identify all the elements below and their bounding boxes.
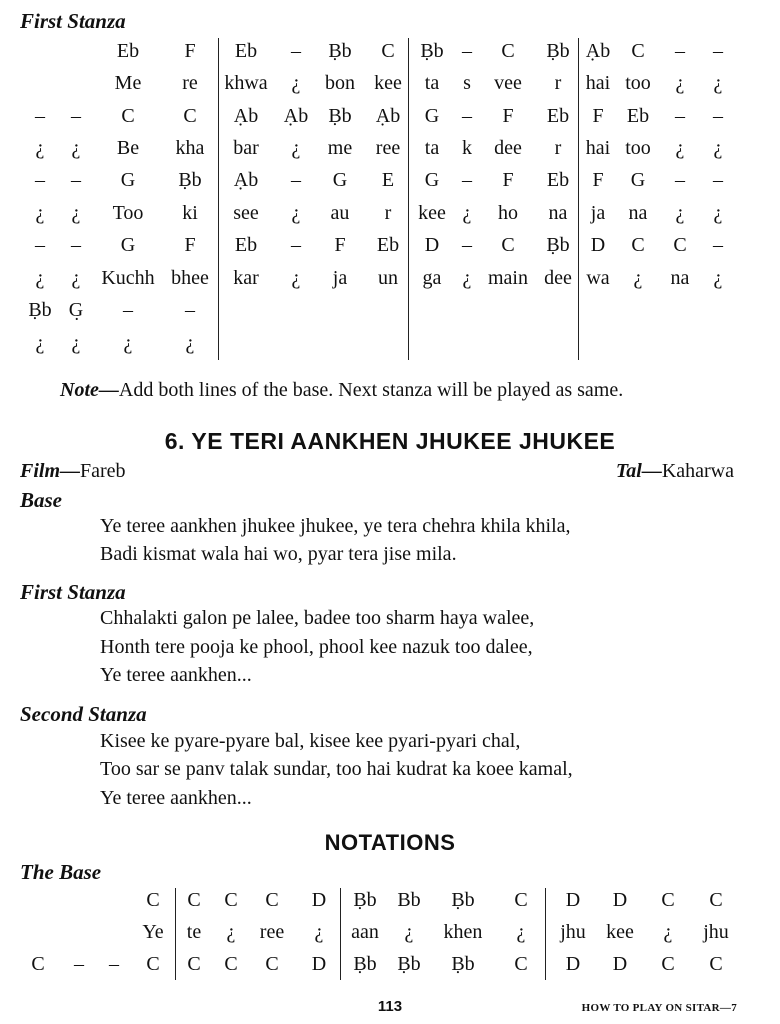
notation-cell: ¿ [675, 72, 685, 94]
tal-line [616, 460, 734, 483]
notation-cell: – [713, 234, 723, 256]
notation-cell: ¿ [71, 137, 81, 159]
notation-cell: kha [175, 137, 205, 159]
base-line-2: Badi kismat wala hai wo, pyar tera jise mila. [100, 543, 457, 565]
stanza2-label: Second Stanza [20, 702, 147, 726]
notation-cell: F [184, 234, 196, 256]
notation-cell: F [592, 105, 604, 127]
notation-cell: jhu [703, 921, 729, 943]
notation-cell: Ye [142, 921, 164, 943]
notation-cell: – [675, 40, 685, 62]
notation-cell: G [424, 105, 440, 127]
notation-cell: C [661, 889, 675, 911]
notation-cell: D [612, 889, 628, 911]
notation-cell: C [673, 234, 687, 256]
note-text: Add both lines of the base. Next stanza will be played as same. [118, 379, 624, 401]
notation-cell: bhee [171, 267, 209, 289]
notation-cell: ¿ [713, 72, 723, 94]
notation-cell: – [71, 234, 81, 256]
notation-cell: Kuchh [101, 267, 155, 289]
notation-cell: – [35, 105, 45, 127]
notation-cell: Eb [376, 234, 400, 256]
notation-cell: r [554, 137, 562, 159]
notation-cell: ki [182, 202, 198, 224]
notation-cell: me [327, 137, 353, 159]
notation-cell: – [713, 169, 723, 191]
notation-cell: kee [374, 72, 402, 94]
notation-cell: ¿ [35, 267, 45, 289]
notation-cell: ¿ [291, 137, 301, 159]
notation-cell: F [334, 234, 346, 256]
notation-cell: re [182, 72, 198, 94]
notation-cell: vee [494, 72, 522, 94]
notation-cell: – [462, 40, 472, 62]
note-label: Note— [60, 379, 119, 401]
stanza2-line-2: Too sar se panv talak sundar, too hai kudrat ka koee kamal, [100, 758, 573, 780]
notation-cell: ¿ [633, 267, 643, 289]
notation-cell: dee [544, 267, 572, 289]
notation-cell: G [120, 234, 136, 256]
notation-cell: D [311, 889, 327, 911]
notation-cell: au [330, 202, 350, 224]
notation-cell: F [184, 40, 196, 62]
notation-cell: khwa [224, 72, 268, 94]
notation-cell: ¿ [314, 921, 324, 943]
notation-cell: Ạb [375, 105, 401, 127]
notation-cell: ¿ [123, 332, 133, 354]
notation-cell: D [612, 953, 628, 975]
page-number: 113 [377, 998, 403, 1015]
notation-cell: jhu [560, 921, 586, 943]
notation-cell: Ḅb [546, 40, 570, 62]
notation-cell: C [121, 105, 135, 127]
notation-cell: D [424, 234, 440, 256]
notation-cell: ¿ [675, 137, 685, 159]
notation-cell: ¿ [71, 267, 81, 289]
notation-cell: ¿ [35, 137, 45, 159]
notation-cell: ta [424, 72, 440, 94]
bar-divider [578, 38, 579, 360]
book-title: HOW TO PLAY ON SITAR—7 [581, 1002, 737, 1014]
notation-cell: C [146, 953, 160, 975]
notation-cell: ¿ [516, 921, 526, 943]
notation-cell: ¿ [185, 332, 195, 354]
notation-cell: Ḅb [28, 299, 52, 321]
first-stanza-label: First Stanza [20, 9, 126, 33]
notation-cell: C [501, 40, 515, 62]
notation-cell: Ḅb [353, 953, 377, 975]
notation-cell: ¿ [675, 202, 685, 224]
notation-cell: – [71, 105, 81, 127]
notation-cell: k [462, 137, 472, 159]
notation-cell: C [709, 889, 723, 911]
base-line-1: Ye teree aankhen jhukee jhukee, ye tera chehra khila khila, [100, 515, 571, 537]
notation-cell: ¿ [713, 202, 723, 224]
notation-cell: G [424, 169, 440, 191]
notation-cell: C [187, 953, 201, 975]
notation-cell: – [713, 40, 723, 62]
notation-cell: ja [590, 202, 606, 224]
notation-cell: C [224, 953, 238, 975]
notation-cell: kee [418, 202, 446, 224]
notation-cell: khen [443, 921, 483, 943]
notation-cell: ta [424, 137, 440, 159]
film-line [20, 460, 126, 483]
notation-cell: F [502, 105, 514, 127]
notation-cell: – [291, 234, 301, 256]
notation-cell: ¿ [462, 202, 472, 224]
notation-cell: Bb [397, 889, 421, 911]
notation-cell: Ḅb [328, 40, 352, 62]
notation-cell: ¿ [71, 332, 81, 354]
notation-cell: D [565, 953, 581, 975]
stanza1-line-2: Honth tere pooja ke phool, phool kee nazuk too dalee, [100, 636, 533, 658]
notation-cell: Eb [234, 40, 258, 62]
notation-cell: main [488, 267, 528, 289]
notation-cell: ree [259, 921, 285, 943]
notation-cell: un [378, 267, 398, 289]
notation-cell: Ạb [585, 40, 611, 62]
notation-cell: bar [233, 137, 259, 159]
notation-cell: C [183, 105, 197, 127]
notation-cell: G [120, 169, 136, 191]
notation-cell: G [630, 169, 646, 191]
bar-divider [175, 888, 176, 980]
notation-cell: dee [494, 137, 522, 159]
notation-cell: kee [606, 921, 634, 943]
notation-cell: Be [116, 137, 140, 159]
stanza2-line-3: Ye teree aankhen... [100, 787, 252, 809]
notation-cell: ga [422, 267, 442, 289]
notation-cell: ¿ [291, 202, 301, 224]
notation-cell: – [185, 299, 195, 321]
notation-cell: Eb [234, 234, 258, 256]
notation-cell: too [625, 137, 651, 159]
notation-cell: C [146, 889, 160, 911]
notation-cell: r [554, 72, 562, 94]
notation-cell: – [462, 169, 472, 191]
stanza1-label: First Stanza [20, 580, 126, 604]
notation-cell: ¿ [404, 921, 414, 943]
notation-cell: – [713, 105, 723, 127]
notation-cell: aan [351, 921, 379, 943]
notation-cell: Me [114, 72, 142, 94]
notation-cell: kar [233, 267, 259, 289]
notation-cell: ¿ [291, 267, 301, 289]
stanza1-line-3: Ye teree aankhen... [100, 664, 252, 686]
notation-cell: E [381, 169, 395, 191]
notation-cell: C [514, 953, 528, 975]
notations-heading: NOTATIONS [324, 830, 456, 855]
song-title: 6. YE TERI AANKHEN JHUKEE JHUKEE [164, 428, 616, 454]
notation-cell: Eb [546, 169, 570, 191]
notation-cell: te [186, 921, 202, 943]
notation-cell: too [625, 72, 651, 94]
notation-cell: C [661, 953, 675, 975]
notation-cell: – [291, 40, 301, 62]
notation-cell: – [675, 105, 685, 127]
notation-cell: – [35, 234, 45, 256]
notation-cell: C [709, 953, 723, 975]
notation-cell: – [123, 299, 133, 321]
bar-divider [408, 38, 409, 360]
notation-cell: hai [585, 72, 611, 94]
notation-cell: D [565, 889, 581, 911]
notation-cell: C [381, 40, 395, 62]
notation-cell: ¿ [291, 72, 301, 94]
notation-cell: D [590, 234, 606, 256]
notation-cell: Ḅb [397, 953, 421, 975]
notation-cell: G [332, 169, 348, 191]
notation-cell: ¿ [35, 332, 45, 354]
film-value: Fareb [80, 460, 126, 482]
notation-cell: C [265, 953, 279, 975]
notation-cell: D [311, 953, 327, 975]
notation-cell: ¿ [713, 267, 723, 289]
bar-divider [340, 888, 341, 980]
notation-cell: C [224, 889, 238, 911]
notation-cell: Too [112, 202, 144, 224]
notation-cell: – [462, 105, 472, 127]
film-label: Film— [20, 460, 81, 482]
notation-cell: Eb [116, 40, 140, 62]
notation-cell: F [592, 169, 604, 191]
notation-cell: C [514, 889, 528, 911]
notation-cell: – [291, 169, 301, 191]
notation-cell: Ḅb [328, 105, 352, 127]
notation-cell: Ḅb [451, 889, 475, 911]
notation-cell: C [631, 234, 645, 256]
the-base-label: The Base [20, 860, 102, 884]
notation-cell: Eb [546, 105, 570, 127]
notation-cell: Eb [626, 105, 650, 127]
stanza2-line-1: Kisee ke pyare-pyare bal, kisee kee pyari-pyari chal, [100, 730, 521, 752]
notation-cell: wa [586, 267, 610, 289]
notation-cell: hai [585, 137, 611, 159]
notation-cell: r [384, 202, 392, 224]
notation-cell: na [548, 202, 568, 224]
notation-cell: na [670, 267, 690, 289]
notation-cell: Ạb [233, 169, 259, 191]
bar-divider [218, 38, 219, 360]
notation-cell: Ḅb [546, 234, 570, 256]
bar-divider [545, 888, 546, 980]
notation-cell: Ḅb [420, 40, 444, 62]
notation-cell: C [31, 953, 45, 975]
notation-cell: C [187, 889, 201, 911]
notation-cell: – [675, 169, 685, 191]
notation-cell: C [631, 40, 645, 62]
stanza1-line-1: Chhalakti galon pe lalee, badee too sharm haya walee, [100, 607, 535, 629]
tal-value: Kaharwa [661, 460, 734, 482]
notation-cell: G̣ [68, 299, 84, 321]
notation-cell: na [628, 202, 648, 224]
notation-cell: ja [332, 267, 348, 289]
notation-cell: Ạb [233, 105, 259, 127]
tal-label: Tal— [615, 460, 662, 482]
notation-cell: – [35, 169, 45, 191]
notation-cell: ¿ [713, 137, 723, 159]
notation-cell: ¿ [663, 921, 673, 943]
note-line [60, 379, 623, 402]
notation-cell: – [462, 234, 472, 256]
notation-cell: C [265, 889, 279, 911]
notation-cell: Ḅb [178, 169, 202, 191]
notation-cell: – [109, 953, 119, 975]
notation-cell: Ạb [283, 105, 309, 127]
notation-cell: ¿ [462, 267, 472, 289]
notation-cell: ¿ [71, 202, 81, 224]
base-label: Base [20, 488, 62, 512]
notation-cell: Ḅb [353, 889, 377, 911]
notation-cell: ho [498, 202, 518, 224]
notation-cell: ¿ [226, 921, 236, 943]
notation-cell: Ḅb [451, 953, 475, 975]
notation-cell: ree [375, 137, 401, 159]
notation-cell: F [502, 169, 514, 191]
notation-cell: bon [325, 72, 355, 94]
notation-cell: see [233, 202, 259, 224]
notation-cell: ¿ [35, 202, 45, 224]
notation-cell: – [74, 953, 84, 975]
notation-cell: s [463, 72, 471, 94]
notation-cell: C [501, 234, 515, 256]
notation-cell: – [71, 169, 81, 191]
